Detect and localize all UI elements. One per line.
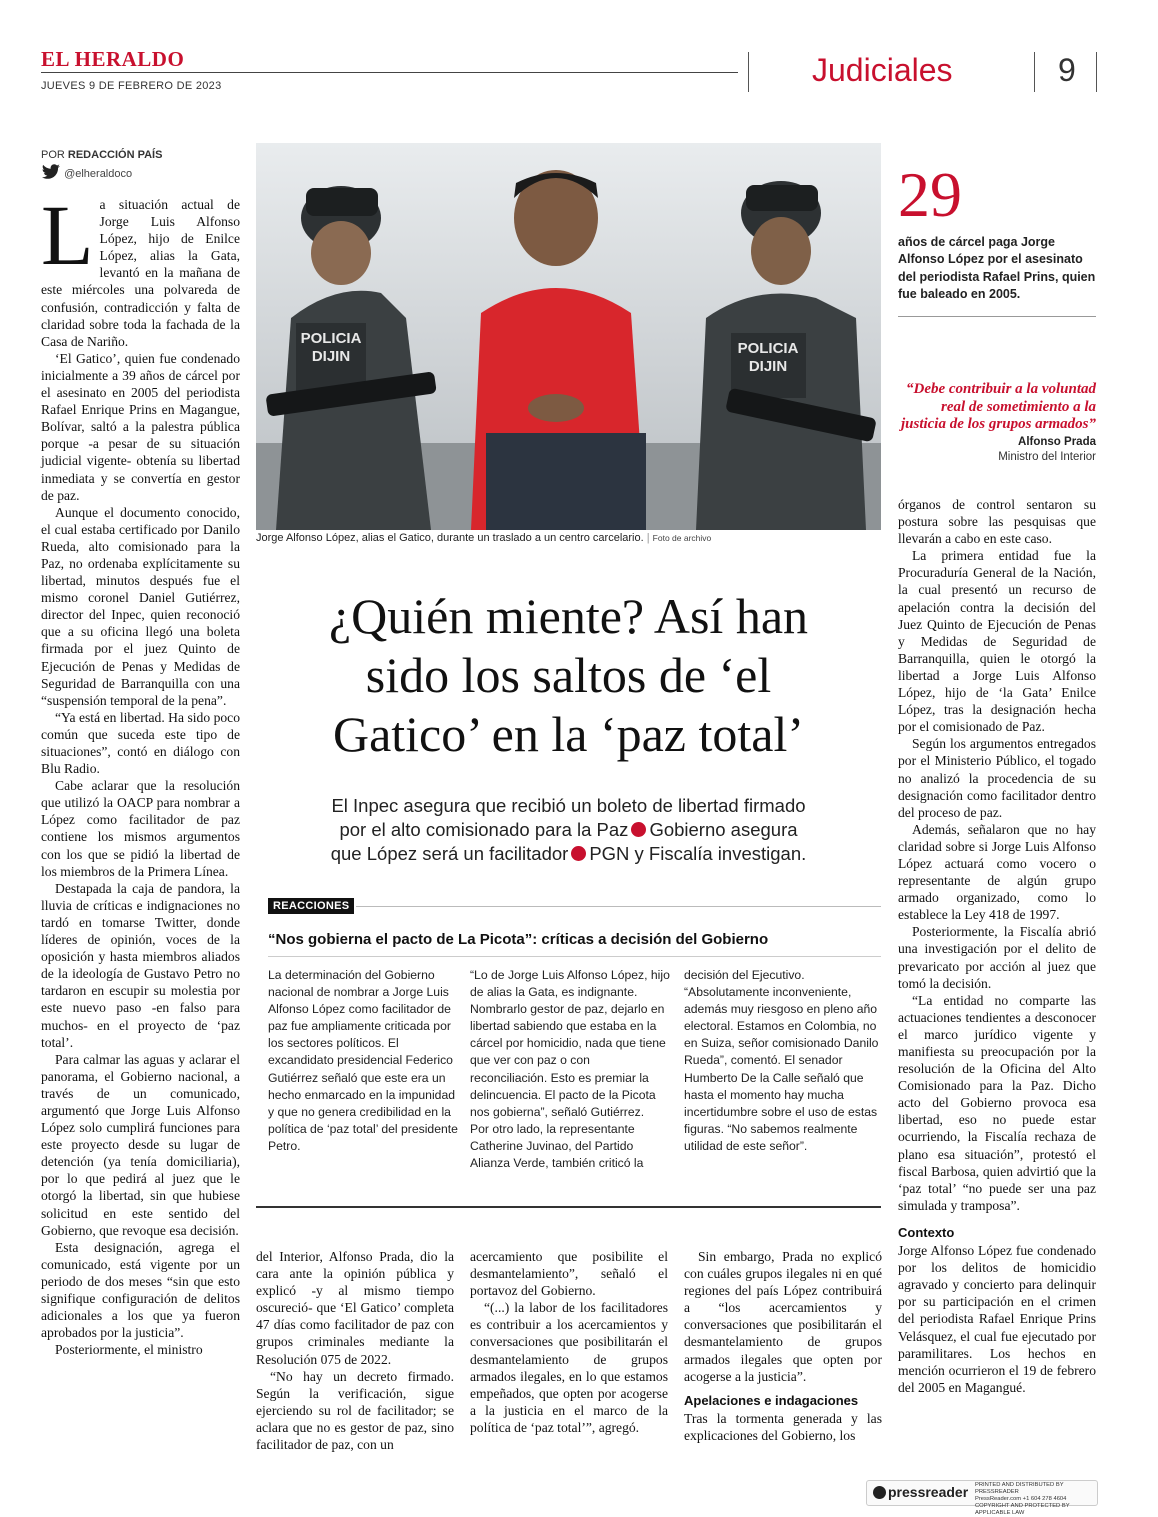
photo-credit: Foto de archivo bbox=[652, 533, 712, 543]
sidebar-rule bbox=[898, 316, 1096, 317]
byline-author: REDACCIÓN PAÍS bbox=[67, 149, 163, 161]
pull-quote: “Debe contribuir a la voluntad real de sometimiento a la justicia de los grupos armados” bbox=[900, 381, 1096, 432]
article-column-5 bbox=[898, 496, 1096, 1396]
deck-line: por el alto comisionado para la Paz Gobierno asegura bbox=[339, 819, 798, 840]
headline-line: sido los saltos de ‘el bbox=[365, 647, 772, 703]
vest-text: DIJIN bbox=[311, 348, 351, 365]
paragraph: La primera entidad fue la Procuraduría General de la Nación, la cual presentó un recurso de apelación contra la decisión del Juez Quinto de Ejecución de Penas y Medidas de Seguridad de Barranquilla, quien le otorgó la libertad a Jorge Luis Alfonso López, hijo de ‘la Gata’ Enilce López, tras la designación hecha por el comisionado de Paz. bbox=[898, 548, 1096, 735]
paragraph: “No hay un decreto firmado. Según la verificación, sigue ejerciendo su rol de facilitador; se aclara que no es gestor de paz, sino facilitador de paz, con un bbox=[256, 1368, 454, 1453]
dropcap: L bbox=[41, 187, 94, 283]
paragraph: órganos de control sentaron su postura sobre las pesquisas que llevarán a cabo en este caso. bbox=[898, 497, 1096, 547]
article-column-3 bbox=[470, 1248, 668, 1436]
paragraph: Para calmar las aguas y aclarar el panorama, el Gobierno nacional, a través de un comunicado, argumentó que Jorge Luis Alfonso López solo cumplirá funciones para este proyecto desde su lugar de detención (ya tenía domiciliaria), por lo que pedirá al juez que le otorgó la libertad, sin que hubiese solicitud en este sentido del Gobierno, que revoque esa decisión. bbox=[41, 1051, 240, 1238]
reaction-text: decisión del Ejecutivo. “Absolutamente inconveniente, además muy riesgoso en pleno año electoral. Estamos en Colombia, no en Suiza, señor comisionado Danilo Rueda”, comentó. El senador Humberto De la Calle señaló que hasta el momento hay mucha incertidumbre sobre el uso de estas figuras. “No sabemos realmente utilidad de este señor”. bbox=[684, 968, 879, 1153]
twitter-icon bbox=[41, 164, 61, 180]
paragraph: Posteriormente, el ministro bbox=[55, 1342, 203, 1358]
article-photo bbox=[256, 143, 881, 530]
page-number: 9 bbox=[1058, 52, 1076, 88]
paragraph: Esta designación, agrega el comunicado, está vigente por un periodo de dos meses “sin que esto signifique configuración de delitos adicionales a los que ya fueron aprobados por la justicia”. bbox=[41, 1239, 240, 1341]
stat-number: 29 bbox=[898, 159, 962, 230]
reacciones-title-rule bbox=[268, 956, 881, 957]
pressreader-icon bbox=[873, 1486, 886, 1499]
quote-role: Ministro del Interior bbox=[998, 451, 1096, 463]
masthead-divider-left bbox=[748, 52, 749, 92]
deck-line: que López será un facilitador PGN y Fiscalía investigan. bbox=[330, 843, 807, 864]
section-title: Judiciales bbox=[812, 52, 953, 88]
masthead-divider-right bbox=[1034, 52, 1035, 92]
paragraph: Además, señalaron que no hay claridad sobre si Jorge Luis Alfonso López actuará como vocero o representante de algún grupo armado organizado, como lo establece la Ley 418 de 1997. bbox=[898, 821, 1096, 923]
paragraph: Destapada la caja de pandora, la lluvia de críticas e indignaciones no tardó en tomarse Twitter, donde líderes de opinión, voces de la oposición y hasta miembros aliados de la ideología de Gustavo Petro no tardaron en escupir su molestia por este nuevo paso -en falso para muchos- en el proyecto de ‘paz total’. bbox=[41, 880, 240, 1050]
masthead-divider-end bbox=[1096, 52, 1097, 92]
bullet-dot bbox=[631, 822, 646, 837]
paragraph: Cabe aclarar que la resolución que utilizó la OACP para nombrar a López como facilitador de paz contiene los mismos argumentos con los que se pidió la libertad de los miembros de la Primera Línea. bbox=[41, 778, 240, 879]
paragraph: ‘El Gatico’, quien fue condenado inicialmente a 39 años de cárcel por el asesinato en 2005 del periodista Rafael Enrique Prins en Magangue, Bolívar, saltó a la palestra pública porque -a pesar de su situación judicial vigente- obtenía su libertad inmediata y se convertía en gestor de paz. bbox=[41, 350, 240, 503]
reacciones-title: “Nos gobierna el pacto de La Picota”: críticas a decisión del Gobierno bbox=[268, 931, 769, 948]
reaction-text: Por otro lado, la representante Catherine Juvinao, del Partido Alianza Verde, también criticó la bbox=[470, 1121, 644, 1171]
caption-text: Jorge Alfonso López, alias el Gatico, durante un traslado a un centro carcelario. bbox=[256, 532, 644, 544]
vest-text: POLICIA bbox=[737, 340, 799, 357]
paragraph: acercamiento que posibilite el desmantelamiento”, señaló el portavoz del Gobierno. bbox=[470, 1249, 668, 1299]
headline-line: Gatico’ en la ‘paz total’ bbox=[332, 706, 805, 762]
paragraph: “(...) la labor de los facilitadores es contribuir a los acercamientos y conversaciones que posibilitarán el desmantelamiento de grupos armados ilegales, en lo que estamos empeñados, que opten por acogerse a la justicia en el marco de la política de ‘paz total’”, agregó. bbox=[470, 1300, 668, 1435]
reacciones-column-3 bbox=[684, 967, 881, 1155]
twitter-handle-row bbox=[41, 164, 132, 180]
reacciones-bottom-rule bbox=[256, 1206, 881, 1208]
vest-text: POLICIA bbox=[300, 330, 362, 347]
paragraph: a situación actual de Jorge Luis Alfonso López, hijo de Enilce López, alias la Gata, levantó en la mañana de este miércoles una polvareda de confusión, contradicción y falta de claridad sobre toda la fachada de la Casa de Nariño. bbox=[41, 197, 240, 349]
article-column-4 bbox=[684, 1248, 882, 1444]
byline-prefix: POR bbox=[41, 149, 65, 161]
paragraph: Sin embargo, Prada no explicó con cuáles grupos ilegales ni en qué regiones del país López contribuirá a “los acercamientos y conversaciones que posibilitarán el desmantelamiento de grupos armados ilegales que opten por acogerse a la justicia”. bbox=[684, 1249, 882, 1384]
article-column-1 bbox=[41, 187, 240, 1358]
photo-caption: Jorge Alfonso López, alias el Gatico, durante un traslado a un centro carcelario. | Foto de archivo bbox=[256, 532, 712, 544]
subheading: Apelaciones e indagaciones bbox=[684, 1392, 859, 1408]
subheading: Contexto bbox=[898, 1224, 955, 1240]
issue-date: JUEVES 9 DE FEBRERO DE 2023 bbox=[41, 80, 222, 92]
vest-text: DIJIN bbox=[748, 358, 788, 375]
headline-line: ¿Quién miente? Así han bbox=[328, 588, 809, 644]
brand-logo: EL HERALDO bbox=[41, 47, 185, 71]
paragraph: “Ya está en libertad. Ha sido poco común que suceda este tipo de situaciones”, contó en diálogo con Blu Radio. bbox=[41, 709, 240, 777]
pressreader-badge bbox=[866, 1480, 1098, 1516]
paragraph: Según los argumentos entregados por el Ministerio Público, el togado no analizó la procedencia de su designación como facilitador dentro del proceso de paz. bbox=[898, 736, 1096, 820]
paragraph: del Interior, Alfonso Prada, dio la cara ante la opinión pública y explicó -y al mismo tiempo oscureció- que ‘El Gatico’ completa 47 días como facilitador de paz con grupos criminales mediante la Resolución 075 de 2022. bbox=[256, 1249, 454, 1367]
paragraph: Aunque el documento conocido, el cual estaba certificado por Danilo Rueda, alto comisionado para la Paz, no ordenaba explícitamente su libertad, minutos después fue el mismo coronel Daniel Gutiérrez, director del Inpec, quien reconoció que a su oficina llegó una boleta firmada por el juez Quinto de Ejecución de Penas y Medidas de Seguridad de Barranquilla con una “suspensión temporal de la pena”. bbox=[41, 504, 240, 708]
reaction-text: “Lo de Jorge Luis Alfonso López, hijo de alias la Gata, es indignante. Nombrarlo gestor de paz, dejarlo en libertad sabiendo que estaba en la cárcel por homicidio, nada que tiene que ver con paz o con reconciliación. Esto es premiar la delincuencia. El pacto de la Picota nos gobierna”, señaló Gutiérrez. bbox=[470, 968, 670, 1119]
reaction-text: La determinación del Gobierno nacional de nombrar a Jorge Luis Alfonso López como facilitador de paz fue ampliamente criticada por los sectores políticos. El excandidato presidencial Federico Gutiérrez señaló que este era un hecho enmarcado en la impunidad y que no genera credibilidad en la política de ‘paz total’ del presidente Petro. bbox=[268, 968, 458, 1153]
paragraph: Tras la tormenta generada y las explicaciones del Gobierno, los bbox=[684, 1410, 882, 1443]
masthead-rule bbox=[41, 72, 738, 73]
headline bbox=[256, 587, 881, 764]
article-column-2 bbox=[256, 1248, 454, 1453]
byline bbox=[41, 149, 162, 161]
bullet-dot bbox=[571, 846, 586, 861]
deck bbox=[256, 794, 881, 866]
quote-author: Alfonso Prada bbox=[1018, 436, 1096, 448]
paragraph: Posteriormente, la Fiscalía abrió una investigación por el delito de prevaricato por acción al juez que tomó la decisión. bbox=[898, 924, 1096, 991]
reacciones-column-2 bbox=[470, 967, 670, 1172]
pressreader-fine-print: PRINTED AND DISTRIBUTED BY PRESSREADER PressReader.com +1 604 278 4604 COPYRIGHT AND PROTECTED BY APPLICABLE LAW bbox=[975, 1482, 1070, 1516]
reacciones-column-1 bbox=[268, 967, 458, 1155]
reacciones-rule bbox=[356, 906, 881, 907]
twitter-handle: @elheraldoco bbox=[64, 168, 133, 180]
stat-text: años de cárcel paga Jorge Alfonso López por el asesinato del periodista Rafael Prins, quien fue baleado en 2005. bbox=[898, 235, 1096, 302]
paragraph: “La entidad no comparte las actuaciones tendientes a desconocer el marco jurídico vigente y manifiesta su preocupación por la resolución de la Oficina del Alto Comisionado para la Paz. Dicho acto del Gobierno provoca esa libertad, eso no puede estar ocurriendo, la Fiscalía rechaza de plano esa situación”, protestó el fiscal Barbosa, quien advirtió que la ‘paz total’ “no puede ser una paz simulada y tramposa”. bbox=[898, 992, 1096, 1213]
reacciones-label: REACCIONES bbox=[268, 898, 354, 914]
photo-illustration bbox=[256, 143, 881, 530]
paragraph: Jorge Alfonso López fue condenado por los delitos de homicidio agravado y concierto para delinquir por su participación en el crimen del periodista Rafael Enrique Prins Velásquez, el cual fue ejecutado por paramilitares. Los hechos en mención ocurrieron el 19 de febrero del 2005 en Magangué. bbox=[898, 1243, 1096, 1395]
pressreader-logo: pressreader bbox=[873, 1484, 968, 1500]
deck-line: El Inpec asegura que recibió un boleto de libertad firmado bbox=[331, 795, 806, 816]
